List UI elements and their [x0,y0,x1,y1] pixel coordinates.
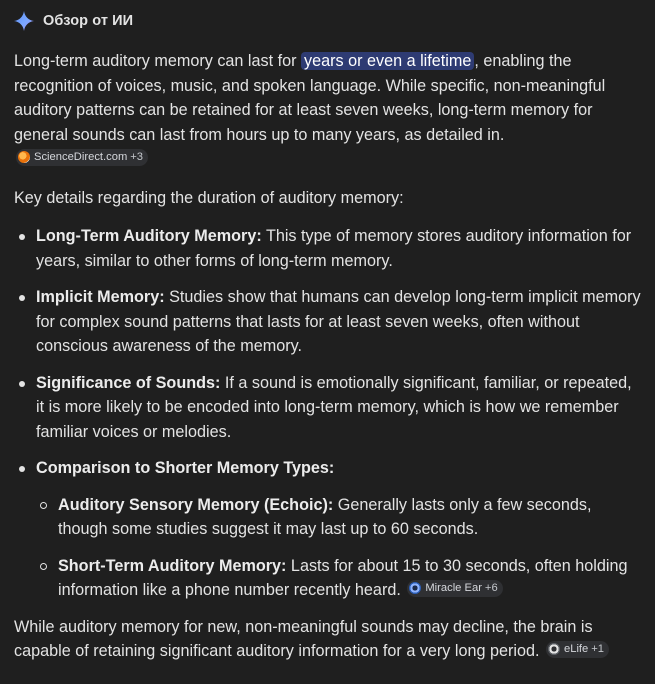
highlighted-answer: years or even a lifetime [301,52,474,70]
ai-overview-header [14,0,641,41]
list-item-text: Studies show that humans can develop long-term implicit memory for complex sound patterns that lasts for at least seven weeks, often without conscious awareness of the memory. [36,288,641,355]
sub-list-item-text: Generally lasts only a few seconds, though some studies suggest it may last up to 60 seconds. [58,495,592,538]
conclusion-paragraph [14,615,641,664]
sub-list-item [36,493,641,542]
ai-overview-title: Обзор от ИИ [43,12,134,29]
sub-list-item-title: Short-Term Auditory Memory: [58,556,287,575]
list-item-text: If a sound is emotionally significant, familiar, or repeated, it is more likely to be encoded into long-term memory, which is how we remember familiar voices or melodies. [36,373,632,441]
source-chip-label: ScienceDirect.com [34,150,128,163]
details-list [14,224,641,603]
list-item-title: Significance of Sounds: [36,373,221,392]
intro-paragraph [14,49,641,172]
miracle-ear-icon [409,582,421,594]
list-item-title: Implicit Memory: [36,288,165,306]
list-item-title: Long-Term Auditory Memory: [36,227,262,245]
source-chip-count: +1 [591,642,605,655]
list-item [14,224,641,273]
source-chip-sciencedirect[interactable] [16,149,148,166]
sub-list-item-text: Lasts for about 15 to 30 seconds, often holding information like a phone number recently heard. [58,556,628,599]
intro-text-before: Long-term auditory memory can last for [14,52,301,70]
sub-list-item-title: Auditory Sensory Memory (Echoic): [58,495,334,514]
source-chip-count: +6 [484,581,498,594]
list-item [14,285,641,359]
intro-text-after: , enabling the recognition of voices, music, and spoken language. While specific, non-meaningful auditory patterns can be retained for at least seven weeks, long-term memory for general sounds can last from hours up to many years, as detailed in. [14,52,606,144]
source-chip-miracle-ear[interactable] [407,580,502,597]
lead-paragraph: Key details regarding the duration of auditory memory: [14,188,404,207]
source-chip-label: eLife [564,642,589,655]
sub-list-item [36,554,641,603]
conclusion-text: While auditory memory for new, non-meaningful sounds may decline, the brain is capable of retaining significant auditory information for a very long period. [14,617,593,660]
list-item-title: Comparison to Shorter Memory Types: [36,459,335,477]
list-item [14,371,641,445]
source-chip-label: Miracle Ear [425,581,482,594]
sparkle-icon [14,11,34,31]
elife-icon [548,643,560,655]
sciencedirect-icon [18,151,30,163]
source-chip-elife[interactable] [546,641,609,658]
sub-list [36,493,641,603]
list-item [14,456,641,603]
list-item-text: This type of memory stores auditory information for years, similar to other forms of long-term memory. [36,227,632,270]
source-chip-count: +3 [130,150,144,163]
